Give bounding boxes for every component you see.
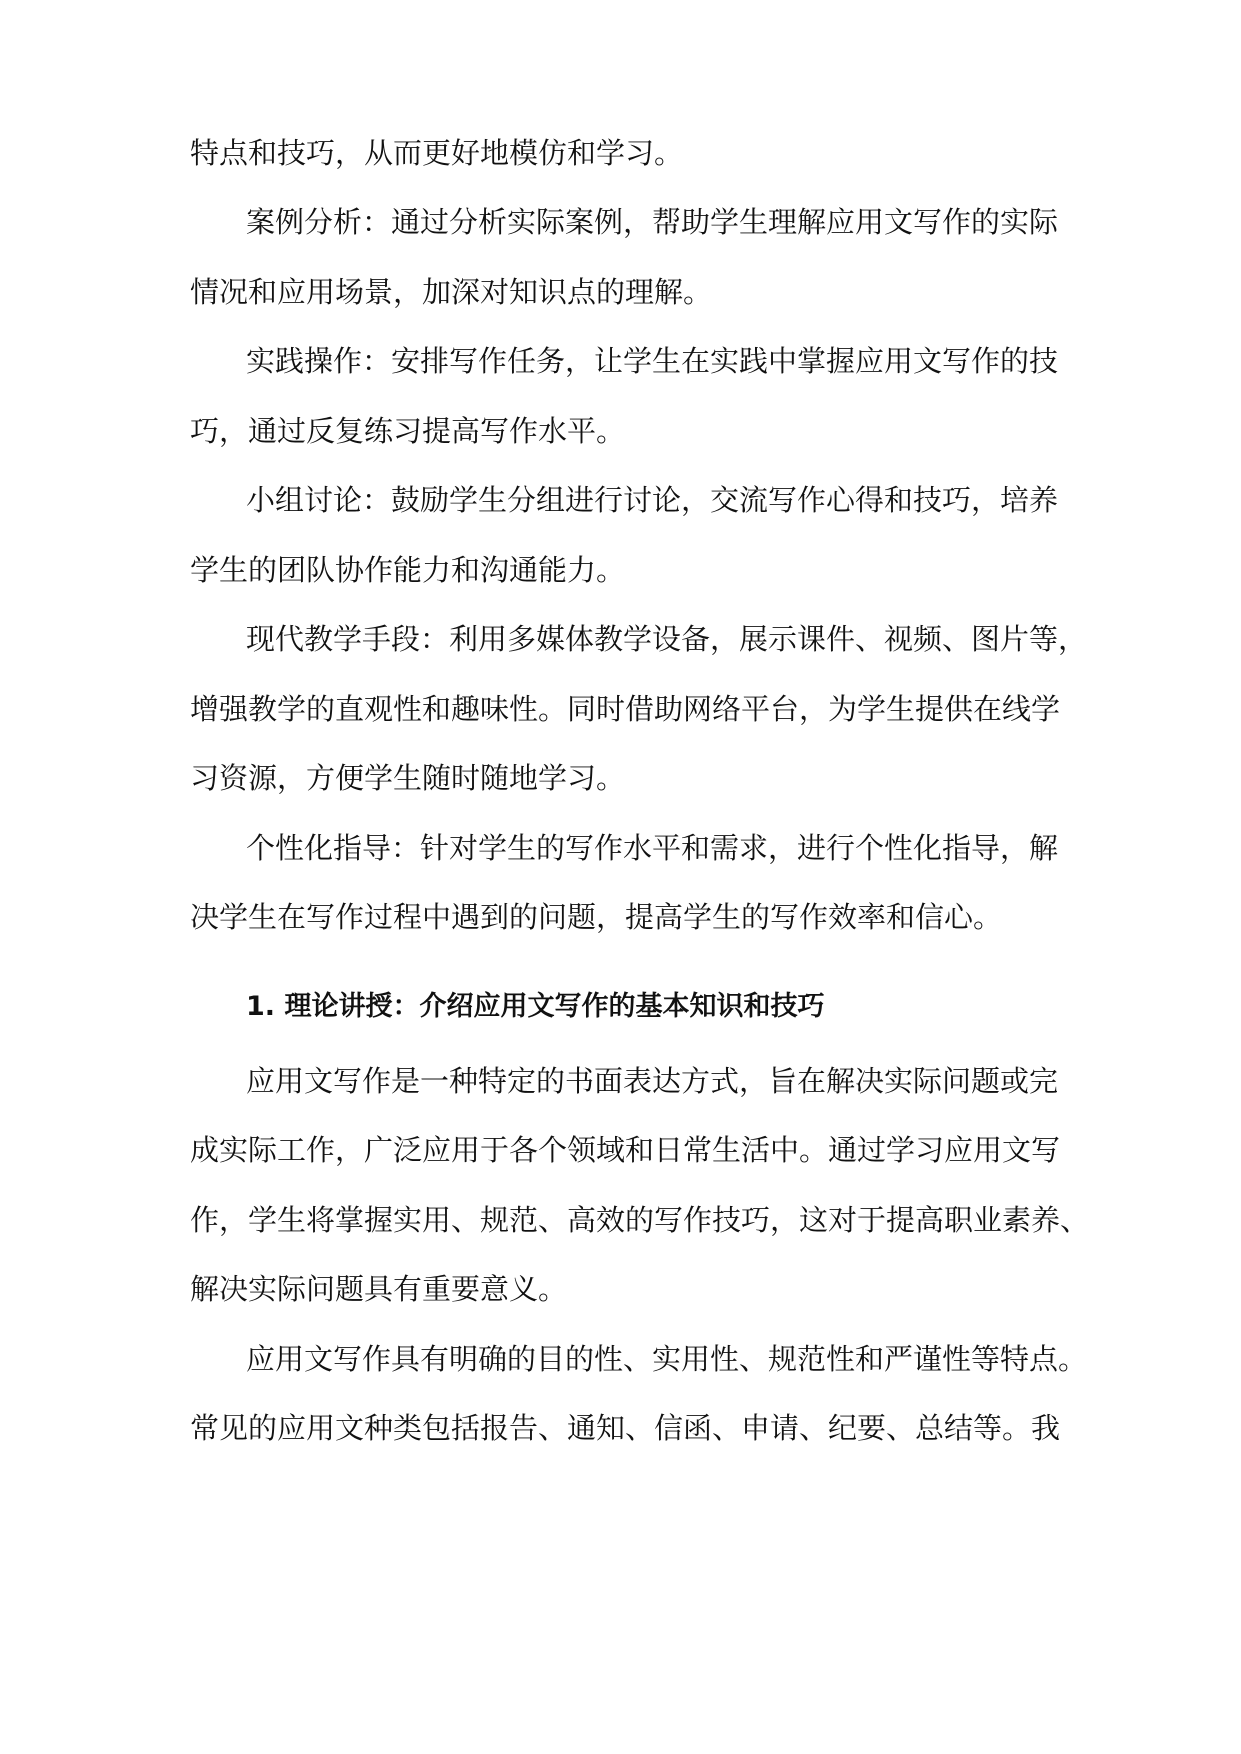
paragraph-line: 应用文写作是一种特定的书面表达方式，旨在解决实际问题或完 bbox=[246, 1064, 1059, 1098]
paragraph-line: 小组讨论：鼓励学生分组进行讨论，交流写作心得和技巧，培养 bbox=[246, 483, 1059, 517]
paragraph-line: 成实际工作，广泛应用于各个领域和日常生活中。通过学习应用文写 bbox=[190, 1133, 1061, 1167]
paragraph-line: 解决实际问题具有重要意义。 bbox=[190, 1272, 568, 1306]
paragraph-line: 现代教学手段：利用多媒体教学设备，展示课件、视频、图片等， bbox=[246, 622, 1088, 656]
paragraph-line: 增强教学的直观性和趣味性。同时借助网络平台，为学生提供在线学 bbox=[190, 692, 1061, 726]
paragraph-line: 习资源，方便学生随时随地学习。 bbox=[190, 761, 626, 795]
paragraph-line: 情况和应用场景，加深对知识点的理解。 bbox=[190, 275, 713, 309]
paragraph-line: 学生的团队协作能力和沟通能力。 bbox=[190, 553, 626, 587]
paragraph-line: 巧，通过反复练习提高写作水平。 bbox=[190, 414, 626, 448]
paragraph-line: 决学生在写作过程中遇到的问题，提高学生的写作效率和信心。 bbox=[190, 900, 1003, 934]
paragraph-line: 案例分析：通过分析实际案例，帮助学生理解应用文写作的实际 bbox=[246, 205, 1059, 239]
paragraph-line: 常见的应用文种类包括报告、通知、信函、申请、纪要、总结等。我 bbox=[190, 1411, 1061, 1445]
section-heading: 1. 理论讲授：介绍应用文写作的基本知识和技巧 bbox=[246, 991, 825, 1022]
paragraph-line: 特点和技巧，从而更好地模仿和学习。 bbox=[190, 136, 684, 170]
paragraph-line: 作，学生将掌握实用、规范、高效的写作技巧，这对于提高职业素养、 bbox=[190, 1203, 1090, 1237]
paragraph-line: 应用文写作具有明确的目的性、实用性、规范性和严谨性等特点。 bbox=[246, 1342, 1088, 1376]
paragraph-line: 实践操作：安排写作任务，让学生在实践中掌握应用文写作的技 bbox=[246, 344, 1059, 378]
paragraph-line: 个性化指导：针对学生的写作水平和需求，进行个性化指导，解 bbox=[246, 831, 1059, 865]
